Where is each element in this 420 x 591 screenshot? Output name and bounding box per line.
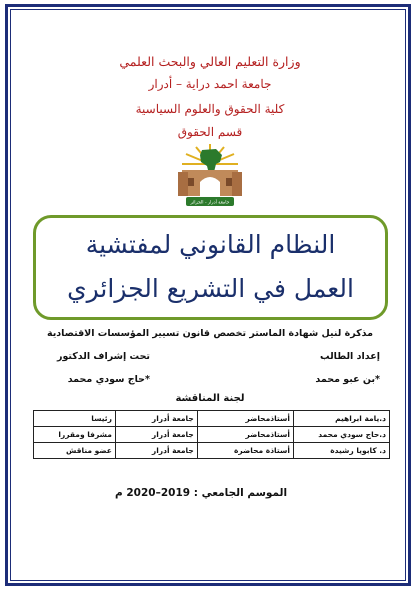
committee-title: لجنة المناقشة <box>175 393 245 404</box>
member-role: مشرفا ومقررا <box>34 427 116 443</box>
member-university: جامعة أدرار <box>115 411 197 427</box>
table-row <box>34 443 390 459</box>
committee-table <box>33 410 390 459</box>
member-rank: أستاذمحاضر <box>197 427 293 443</box>
member-role: رئيسا <box>34 411 116 427</box>
university-heading: جامعة احمد دراية – أدرار <box>148 77 272 91</box>
logo-caption: جامعة أدرار - الجزائر <box>190 200 230 206</box>
faculty-heading: كلية الحقوق والعلوم السياسية <box>135 102 285 116</box>
supervisor-label: تحت إشراف الدكتور <box>56 351 150 362</box>
supervisor-name: *حاج سودي محمد <box>67 374 150 385</box>
student-label: إعداد الطالب <box>320 351 380 362</box>
member-university: جامعة أدرار <box>115 443 197 459</box>
member-rank: أستاذة محاضرة <box>197 443 293 459</box>
member-rank: أستاذمحاضر <box>197 411 293 427</box>
member-university: جامعة أدرار <box>115 427 197 443</box>
table-row <box>34 427 390 443</box>
thesis-title-line-1: النظام القانوني لمفتشية <box>85 230 336 259</box>
academic-year: الموسم الجامعي : 2019–2020 م <box>115 487 288 499</box>
member-name: د.يامة ابراهيم <box>293 411 389 427</box>
university-logo <box>160 142 260 212</box>
thesis-subject: مذكرة لنيل شهادة الماستر تخصص قانون تسيير المؤسسات الاقتصادية <box>46 328 374 339</box>
thesis-title-box <box>33 215 388 320</box>
member-role: عضو مناقش <box>34 443 116 459</box>
member-name: د. كابويا رشيدة <box>293 443 389 459</box>
thesis-title-line-2: العمل في التشريع الجزائري <box>67 274 354 303</box>
member-name: د.حاج سودي محمد <box>293 427 389 443</box>
ministry-heading: وزارة التعليم العالي والبحث العلمي <box>119 54 301 69</box>
table-row <box>34 411 390 427</box>
department-heading: قسم الحقوق <box>177 125 243 139</box>
student-name: *بن عبو محمد <box>315 374 380 385</box>
